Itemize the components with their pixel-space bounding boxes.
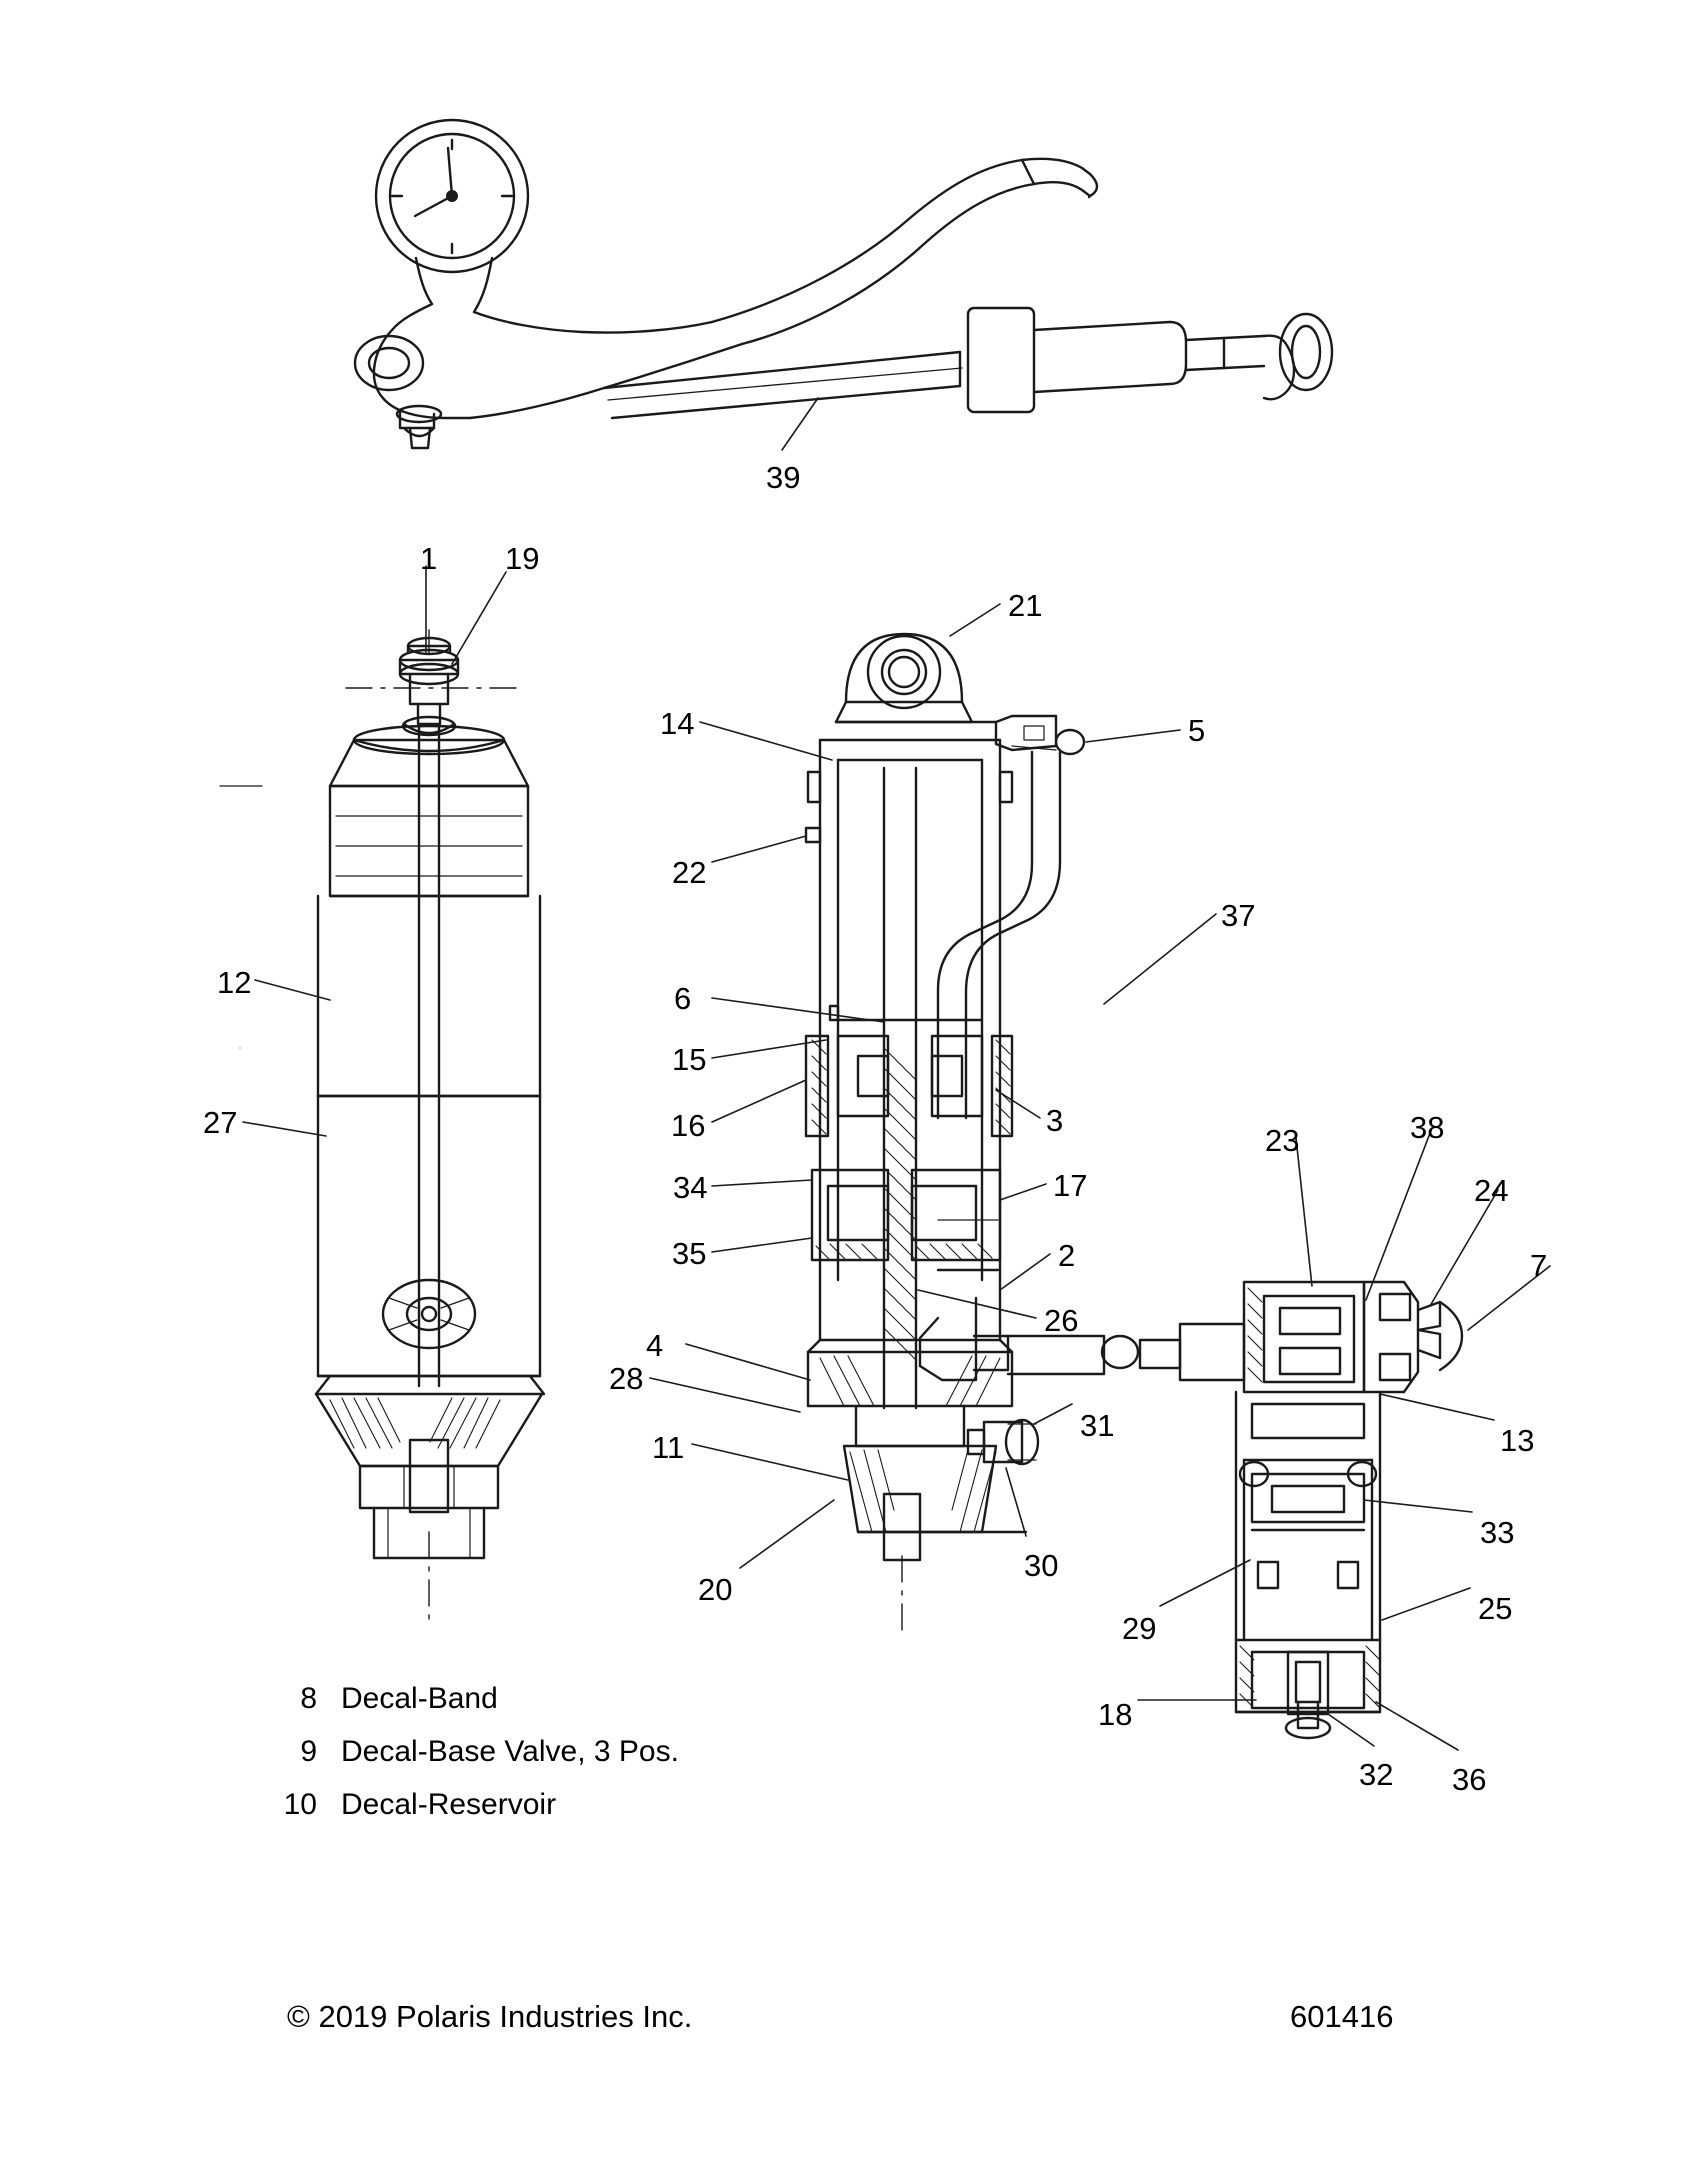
list-item — [255, 1725, 679, 1778]
callout-5: 5 — [1188, 713, 1206, 748]
callout-38: 38 — [1410, 1110, 1445, 1145]
callout-24: 24 — [1474, 1173, 1509, 1208]
callout-2: 2 — [1058, 1238, 1076, 1273]
callout-11: 11 — [652, 1430, 685, 1465]
callout-29: 29 — [1122, 1611, 1157, 1646]
legend-list — [255, 1672, 679, 1831]
callout-17: 17 — [1053, 1168, 1088, 1203]
callout-28: 28 — [609, 1361, 644, 1396]
shock-pump-assembly — [355, 120, 1332, 448]
callout-20: 20 — [698, 1572, 733, 1607]
callout-12: 12 — [217, 965, 252, 1000]
callout-1: 1 — [420, 541, 438, 576]
callout-25: 25 — [1478, 1591, 1513, 1626]
legend-text: Decal-Base Valve, 3 Pos. — [341, 1735, 679, 1768]
callout-27: 27 — [203, 1105, 238, 1140]
callout-26: 26 — [1044, 1303, 1079, 1338]
callout-15: 15 — [672, 1042, 707, 1077]
callout-34: 34 — [673, 1170, 708, 1205]
legend-text: Decal-Band — [341, 1682, 498, 1715]
legend-number: 8 — [300, 1682, 317, 1715]
callout-33: 33 — [1480, 1515, 1515, 1550]
reservoir-assembly-right — [1140, 1282, 1462, 1738]
callout-36: 36 — [1452, 1762, 1487, 1797]
shock-cutaway-middle — [806, 634, 1138, 1630]
legend-number: 9 — [300, 1735, 317, 1768]
callout-18: 18 — [1098, 1697, 1133, 1732]
callout-39: 39 — [766, 460, 801, 495]
callout-3: 3 — [1046, 1103, 1064, 1138]
callout-16: 16 — [671, 1108, 706, 1143]
callout-14: 14 — [660, 706, 695, 741]
callout-19: 19 — [505, 541, 540, 576]
callout-6: 6 — [674, 981, 692, 1016]
callout-21: 21 — [1008, 588, 1043, 623]
legend-number: 10 — [283, 1788, 317, 1821]
legend-text: Decal-Reservoir — [341, 1788, 557, 1821]
callout-4: 4 — [646, 1328, 664, 1363]
list-item — [255, 1778, 679, 1831]
callout-30: 30 — [1024, 1548, 1059, 1583]
callout-23: 23 — [1265, 1123, 1300, 1158]
callout-37: 37 — [1221, 898, 1256, 933]
callout-32: 32 — [1359, 1757, 1394, 1792]
list-item — [255, 1672, 679, 1725]
copyright-notice: © 2019 Polaris Industries Inc. — [287, 1999, 693, 2034]
callout-22: 22 — [672, 855, 707, 890]
part-number: 601416 — [1290, 1999, 1394, 2034]
callout-35: 35 — [672, 1236, 707, 1271]
callout-13: 13 — [1500, 1423, 1535, 1458]
callout-31: 31 — [1080, 1408, 1115, 1443]
callout-7: 7 — [1530, 1248, 1548, 1283]
